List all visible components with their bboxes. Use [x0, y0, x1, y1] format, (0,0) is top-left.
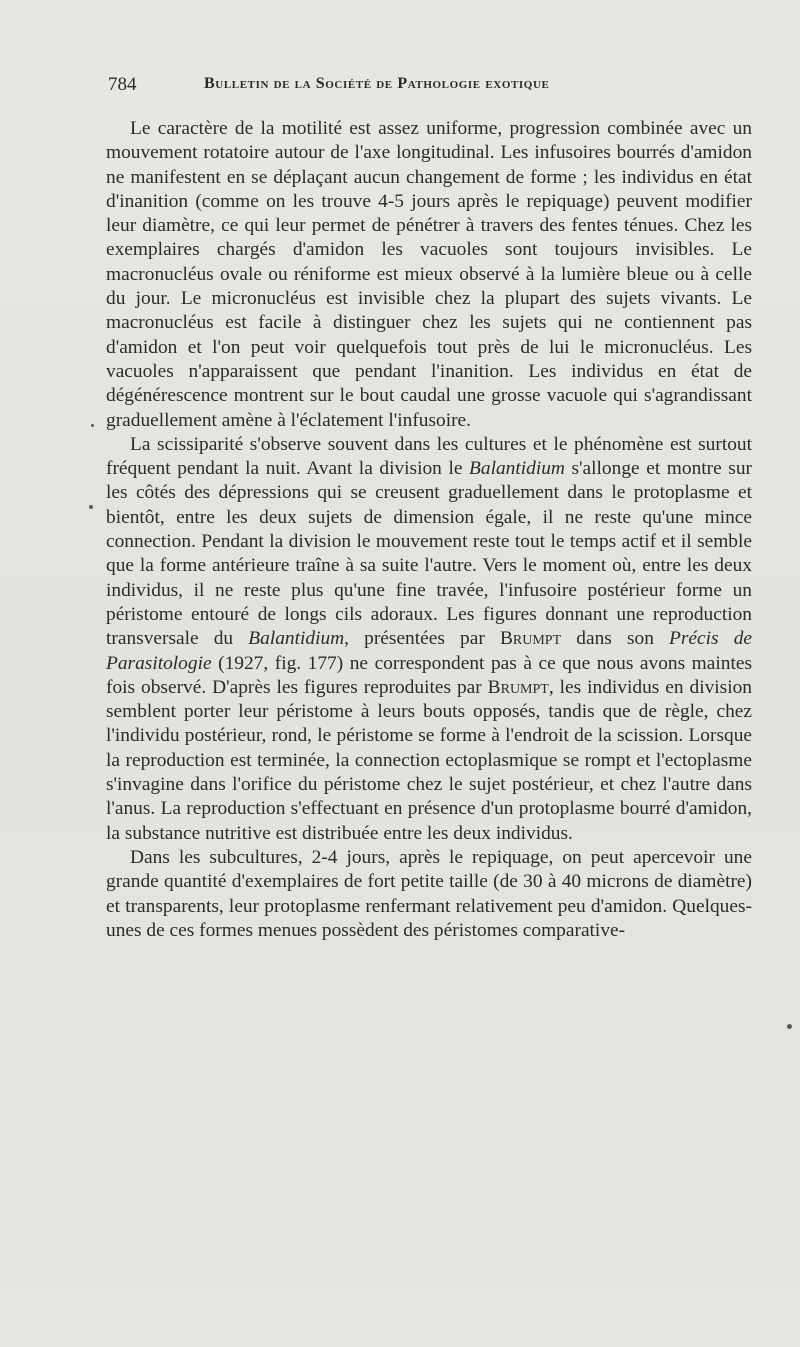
book-title: Précis de Parasitologie — [106, 628, 753, 674]
author-name: Brumpt — [487, 676, 549, 698]
paragraph-motility: Le caractère de la motilité est assez uniforme, progression combinée avec un mouvement rotatoire autour de l'axe longitudinal. Les infusoires bourrés d'amidon ne manifestent en se déplaçant aucun changement de forme ; les individus en état d'inanition (comme on les trouve 4-5 jours après le repiquage) peuvent modifier leur diamètre, ce qui leur permet de pénétrer à travers des fentes ténues. Chez les exemplaires chargés d'amidon les vacuoles sont toujours invisibles. Le macronucléus ovale ou réniforme est mieux observé à la lumière bleue ou à celle du jour. Le micronucléus est invisible chez la plupart des sujets vivants. Le macronucléus est facile à distinguer chez les sujets qui ne contiennent pas d'amidon et l'on peut voir quelquefois tout près de lui le micronucléus. Les vacuoles n'apparaissent que pendant l'inanition. Les individus en état de dégénérescence montrent sur le bout caudal une grosse vacuole qui s'agrandissant graduellement amène à l'éclatement l'infusoire. — [106, 118, 752, 431]
running-title: Bulletin de la Société de Pathologie exotique — [204, 75, 550, 92]
author-name: Brumpt — [499, 628, 562, 650]
body-text — [106, 117, 752, 943]
paragraph-subcultures: Dans les subcultures, 2-4 jours, après le repiquage, on peut apercevoir une grande quantité d'exemplaires de fort petite taille (de 30 à 40 microns de diamètre) et transparents, leur protoplasme renfermant relativement peu d'amidon. Quelques-unes de ces formes menues possèdent des péristomes comparative- — [106, 846, 752, 941]
text-span: (1927, fig. 177) ne correspondent pas à ce que nous avons maintes fois observé. D'après les figures reproduites par — [106, 652, 752, 698]
ink-speck — [91, 424, 94, 427]
text-span: La scissiparité s'observe souvent dans les cultures et le phénomène est surtout fréquent pendant la nuit. Avant la division le — [106, 433, 752, 480]
text-span: s'allonge et montre sur les côtés des dépressions qui se creusent graduellement dans le protoplasme et bientôt, entre les deux sujets de dimension égale, il ne reste qu'une mince connection. Pendant la division le mouvement reste tout le temps actif et il semble que la forme antérieure traîne à sa suite l'autre. Vers le moment où, entre les deux individus, il ne reste plus qu'une fine travée, l'infusoire postérieur forme un péristome entouré de longs cils adoraux. Les figures donnant une reproduction transversale du — [106, 458, 753, 650]
text-span: dans son — [561, 628, 670, 650]
page-header — [108, 74, 754, 98]
text-span: , les individus en division semblent porter leur péristome à leurs bouts opposés, tandis que de règle, chez l'individu postérieur, rond, le péristome se forme à l'endroit de la scission. Lorsque la reproduction est terminée, la connection ectoplasmique se rompt et l'ectoplasme s'invagine dans l'orifice du péristome chez le sujet postérieur, et chez l'autre dans l'anus. La reproduction s'effectuant en présence d'un protoplasme bourré d'amidon, la substance nutritive est distribuée entre les deux individus. — [106, 676, 753, 844]
page-number: 784 — [108, 74, 137, 95]
italic-term: Balantidium — [469, 458, 565, 480]
ink-speck — [89, 505, 93, 509]
text-span: , présentées par — [344, 628, 500, 650]
paragraph-scissiparity — [106, 433, 752, 846]
ink-speck — [787, 1024, 792, 1029]
italic-term: Balantidium — [248, 628, 345, 650]
